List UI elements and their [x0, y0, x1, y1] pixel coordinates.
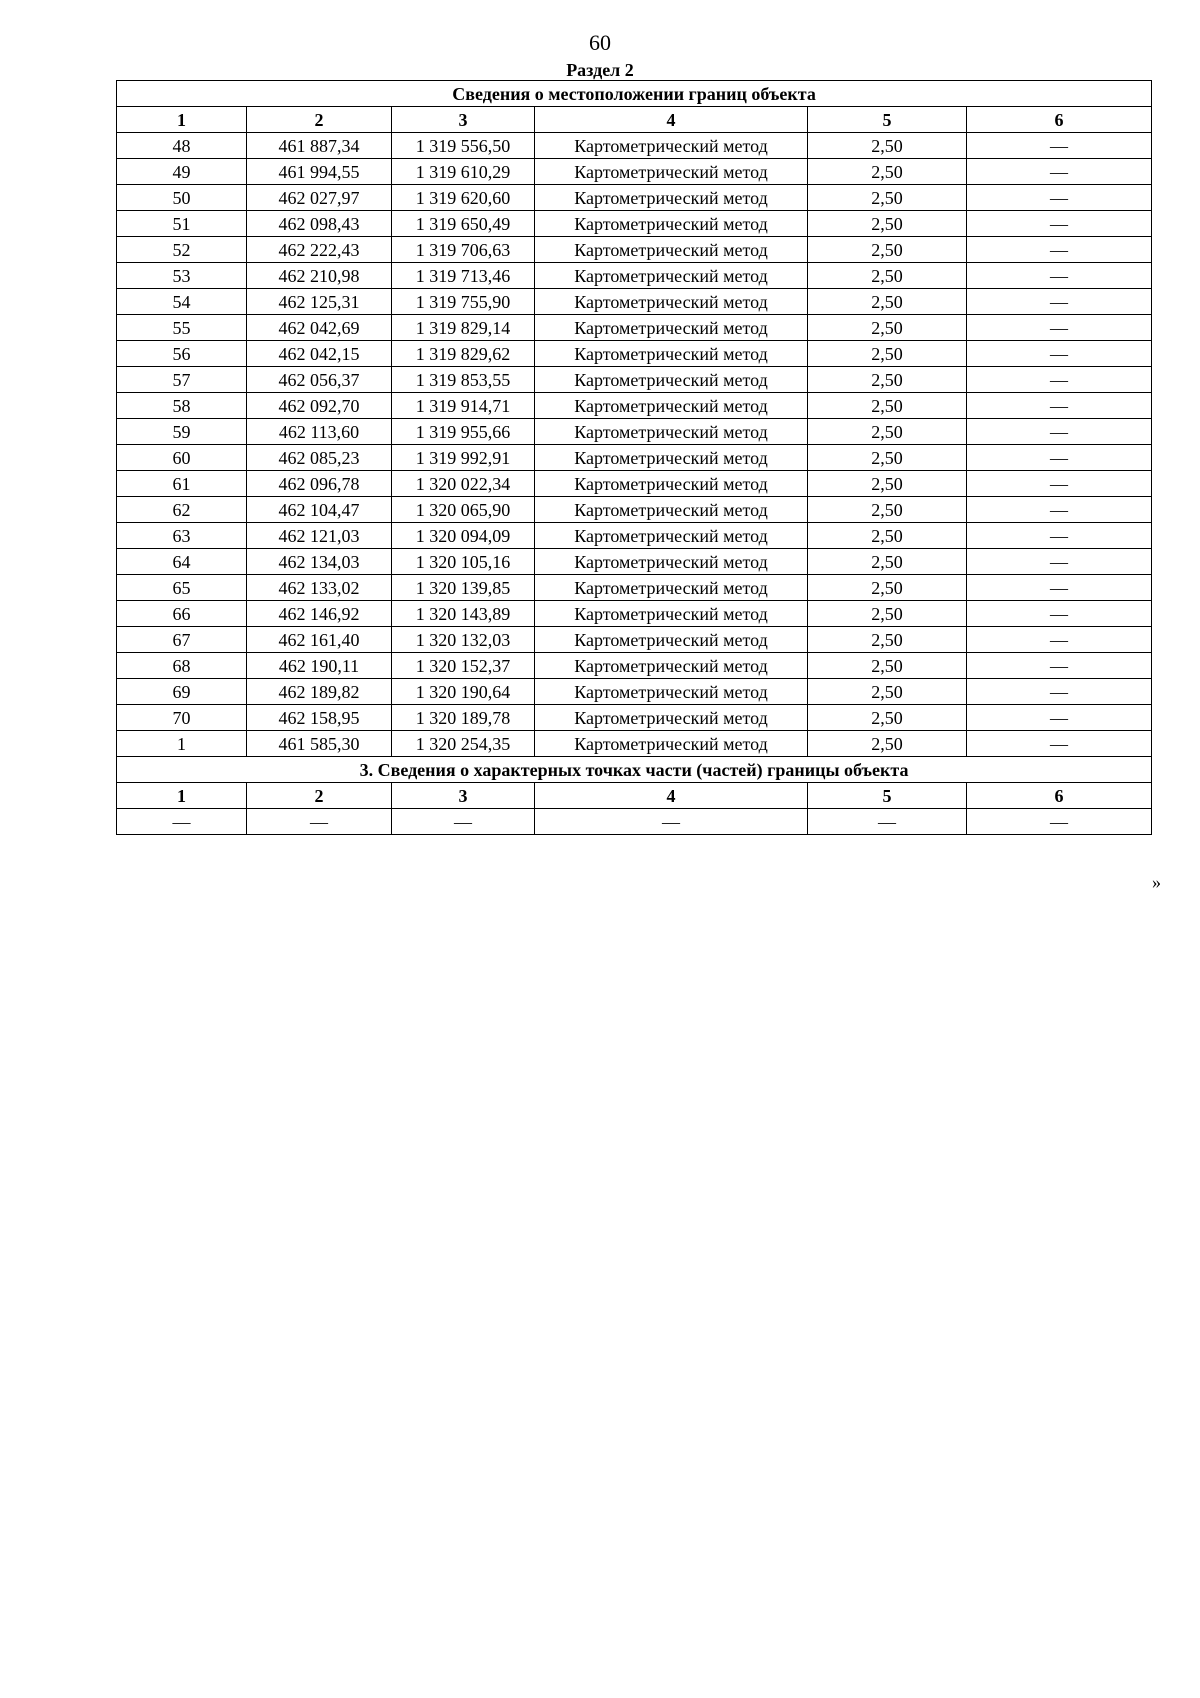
cell-4: Картометрический метод [535, 705, 808, 731]
cell-1: 59 [117, 419, 247, 445]
cell-5: 2,50 [808, 523, 967, 549]
cell-1: 52 [117, 237, 247, 263]
cell-6: — [967, 679, 1152, 705]
cell-6: — [967, 575, 1152, 601]
cell-4: Картометрический метод [535, 731, 808, 757]
table-row [117, 159, 1152, 185]
cell-3: 1 319 914,71 [392, 393, 535, 419]
cell-1: 62 [117, 497, 247, 523]
cell-3: 1 320 132,03 [392, 627, 535, 653]
cell-1: 61 [117, 471, 247, 497]
cell-6: — [967, 523, 1152, 549]
cell-4: Картометрический метод [535, 653, 808, 679]
cell-2: 462 134,03 [247, 549, 392, 575]
cell-3: 1 320 139,85 [392, 575, 535, 601]
cell-6: — [967, 549, 1152, 575]
cell-1: 50 [117, 185, 247, 211]
cell-3: 1 320 105,16 [392, 549, 535, 575]
header-cell-2: 2 [247, 107, 392, 133]
table-row [117, 289, 1152, 315]
cell-2: 462 189,82 [247, 679, 392, 705]
table-row [117, 679, 1152, 705]
parts-cell-3: — [392, 809, 535, 835]
cell-6: — [967, 445, 1152, 471]
cell-1: 48 [117, 133, 247, 159]
cell-4: Картометрический метод [535, 471, 808, 497]
cell-6: — [967, 237, 1152, 263]
header-cell-3: 3 [392, 107, 535, 133]
cell-1: 68 [117, 653, 247, 679]
cell-6: — [967, 315, 1152, 341]
cell-2: 462 098,43 [247, 211, 392, 237]
cell-4: Картометрический метод [535, 627, 808, 653]
table-row [117, 237, 1152, 263]
cell-4: Картометрический метод [535, 445, 808, 471]
cell-3: 1 320 065,90 [392, 497, 535, 523]
cell-1: 58 [117, 393, 247, 419]
boundary-table [116, 80, 1152, 835]
cell-5: 2,50 [808, 549, 967, 575]
cell-6: — [967, 601, 1152, 627]
cell-5: 2,50 [808, 575, 967, 601]
cell-3: 1 320 254,35 [392, 731, 535, 757]
cell-5: 2,50 [808, 315, 967, 341]
cell-5: 2,50 [808, 211, 967, 237]
cell-2: 462 222,43 [247, 237, 392, 263]
cell-2: 462 027,97 [247, 185, 392, 211]
cell-6: — [967, 159, 1152, 185]
table-row [117, 575, 1152, 601]
cell-3: 1 320 190,64 [392, 679, 535, 705]
cell-5: 2,50 [808, 471, 967, 497]
table-row [117, 185, 1152, 211]
cell-3: 1 319 650,49 [392, 211, 535, 237]
cell-4: Картометрический метод [535, 393, 808, 419]
cell-5: 2,50 [808, 289, 967, 315]
cell-1: 64 [117, 549, 247, 575]
cell-1: 53 [117, 263, 247, 289]
cell-1: 51 [117, 211, 247, 237]
table-row [117, 445, 1152, 471]
table-row [117, 263, 1152, 289]
cell-5: 2,50 [808, 393, 967, 419]
cell-2: 462 104,47 [247, 497, 392, 523]
cell-3: 1 319 620,60 [392, 185, 535, 211]
table-row [117, 367, 1152, 393]
cell-6: — [967, 419, 1152, 445]
section-title: Раздел 2 [566, 60, 634, 80]
cell-5: 2,50 [808, 185, 967, 211]
cell-4: Картометрический метод [535, 263, 808, 289]
cell-5: 2,50 [808, 705, 967, 731]
cell-4: Картометрический метод [535, 133, 808, 159]
parts-header-cell-1: 1 [117, 783, 247, 809]
cell-3: 1 320 022,34 [392, 471, 535, 497]
cell-6: — [967, 471, 1152, 497]
cell-5: 2,50 [808, 497, 967, 523]
cell-4: Картометрический метод [535, 289, 808, 315]
table-row [117, 731, 1152, 757]
cell-5: 2,50 [808, 237, 967, 263]
table-row [117, 549, 1152, 575]
cell-4: Картометрический метод [535, 575, 808, 601]
parts-cell-5: — [808, 809, 967, 835]
cell-4: Картометрический метод [535, 419, 808, 445]
parts-table-caption: 3. Сведения о характерных точках части (частей) границы объекта [117, 757, 1152, 783]
cell-1: 55 [117, 315, 247, 341]
cell-1: 66 [117, 601, 247, 627]
cell-5: 2,50 [808, 731, 967, 757]
table-row [117, 471, 1152, 497]
cell-6: — [967, 263, 1152, 289]
cell-4: Картометрический метод [535, 679, 808, 705]
cell-6: — [967, 705, 1152, 731]
table-row [117, 133, 1152, 159]
cell-5: 2,50 [808, 159, 967, 185]
table-row [117, 653, 1152, 679]
cell-2: 461 994,55 [247, 159, 392, 185]
cell-3: 1 319 955,66 [392, 419, 535, 445]
cell-5: 2,50 [808, 679, 967, 705]
cell-2: 462 210,98 [247, 263, 392, 289]
header-cell-1: 1 [117, 107, 247, 133]
page-number: 60 [589, 30, 611, 55]
cell-6: — [967, 133, 1152, 159]
cell-2: 462 190,11 [247, 653, 392, 679]
cell-5: 2,50 [808, 419, 967, 445]
cell-4: Картометрический метод [535, 237, 808, 263]
header-cell-5: 5 [808, 107, 967, 133]
cell-1: 1 [117, 731, 247, 757]
cell-3: 1 320 094,09 [392, 523, 535, 549]
table-row [117, 523, 1152, 549]
cell-2: 461 887,34 [247, 133, 392, 159]
parts-cell-1: — [117, 809, 247, 835]
cell-3: 1 319 829,14 [392, 315, 535, 341]
cell-4: Картометрический метод [535, 367, 808, 393]
cell-6: — [967, 653, 1152, 679]
cell-2: 461 585,30 [247, 731, 392, 757]
cell-5: 2,50 [808, 627, 967, 653]
parts-cell-4: — [535, 809, 808, 835]
cell-3: 1 319 556,50 [392, 133, 535, 159]
table-row [117, 601, 1152, 627]
cell-3: 1 319 755,90 [392, 289, 535, 315]
header-cell-6: 6 [967, 107, 1152, 133]
cell-2: 462 133,02 [247, 575, 392, 601]
closing-quote: » [1152, 872, 1161, 892]
table-row [117, 627, 1152, 653]
cell-6: — [967, 367, 1152, 393]
header-cell-4: 4 [535, 107, 808, 133]
cell-6: — [967, 393, 1152, 419]
cell-1: 60 [117, 445, 247, 471]
table-row [117, 211, 1152, 237]
parts-cell-2: — [247, 809, 392, 835]
cell-2: 462 161,40 [247, 627, 392, 653]
cell-1: 56 [117, 341, 247, 367]
cell-4: Картометрический метод [535, 315, 808, 341]
table-row [117, 393, 1152, 419]
table-row [117, 315, 1152, 341]
cell-2: 462 125,31 [247, 289, 392, 315]
cell-4: Картометрический метод [535, 601, 808, 627]
parts-header-cell-2: 2 [247, 783, 392, 809]
cell-6: — [967, 211, 1152, 237]
table-row [117, 705, 1152, 731]
table-row [117, 419, 1152, 445]
cell-2: 462 096,78 [247, 471, 392, 497]
cell-4: Картометрический метод [535, 523, 808, 549]
cell-4: Картометрический метод [535, 185, 808, 211]
cell-5: 2,50 [808, 263, 967, 289]
table-caption: Сведения о местоположении границ объекта [117, 81, 1152, 107]
cell-3: 1 319 829,62 [392, 341, 535, 367]
cell-3: 1 320 189,78 [392, 705, 535, 731]
cell-6: — [967, 731, 1152, 757]
cell-5: 2,50 [808, 341, 967, 367]
cell-2: 462 042,15 [247, 341, 392, 367]
cell-2: 462 121,03 [247, 523, 392, 549]
cell-3: 1 319 992,91 [392, 445, 535, 471]
cell-5: 2,50 [808, 653, 967, 679]
parts-cell-6: — [967, 809, 1152, 835]
cell-5: 2,50 [808, 445, 967, 471]
cell-1: 70 [117, 705, 247, 731]
cell-1: 63 [117, 523, 247, 549]
cell-1: 67 [117, 627, 247, 653]
cell-6: — [967, 289, 1152, 315]
cell-3: 1 320 143,89 [392, 601, 535, 627]
cell-2: 462 042,69 [247, 315, 392, 341]
cell-4: Картометрический метод [535, 497, 808, 523]
cell-2: 462 092,70 [247, 393, 392, 419]
cell-6: — [967, 185, 1152, 211]
cell-2: 462 113,60 [247, 419, 392, 445]
parts-header-cell-4: 4 [535, 783, 808, 809]
cell-1: 54 [117, 289, 247, 315]
cell-1: 49 [117, 159, 247, 185]
cell-5: 2,50 [808, 601, 967, 627]
table-row [117, 497, 1152, 523]
parts-header-cell-6: 6 [967, 783, 1152, 809]
cell-3: 1 319 610,29 [392, 159, 535, 185]
cell-4: Картометрический метод [535, 159, 808, 185]
parts-table-row [117, 809, 1152, 835]
cell-1: 69 [117, 679, 247, 705]
cell-2: 462 085,23 [247, 445, 392, 471]
cell-6: — [967, 627, 1152, 653]
cell-5: 2,50 [808, 133, 967, 159]
table-header-row [117, 107, 1152, 133]
cell-2: 462 056,37 [247, 367, 392, 393]
cell-1: 65 [117, 575, 247, 601]
parts-header-cell-3: 3 [392, 783, 535, 809]
cell-2: 462 146,92 [247, 601, 392, 627]
cell-6: — [967, 341, 1152, 367]
cell-4: Картометрический метод [535, 341, 808, 367]
cell-3: 1 319 853,55 [392, 367, 535, 393]
parts-table-header-row [117, 783, 1152, 809]
cell-4: Картометрический метод [535, 549, 808, 575]
cell-3: 1 319 706,63 [392, 237, 535, 263]
cell-4: Картометрический метод [535, 211, 808, 237]
cell-6: — [967, 497, 1152, 523]
cell-2: 462 158,95 [247, 705, 392, 731]
table-row [117, 341, 1152, 367]
parts-header-cell-5: 5 [808, 783, 967, 809]
cell-5: 2,50 [808, 367, 967, 393]
cell-1: 57 [117, 367, 247, 393]
cell-3: 1 319 713,46 [392, 263, 535, 289]
cell-3: 1 320 152,37 [392, 653, 535, 679]
